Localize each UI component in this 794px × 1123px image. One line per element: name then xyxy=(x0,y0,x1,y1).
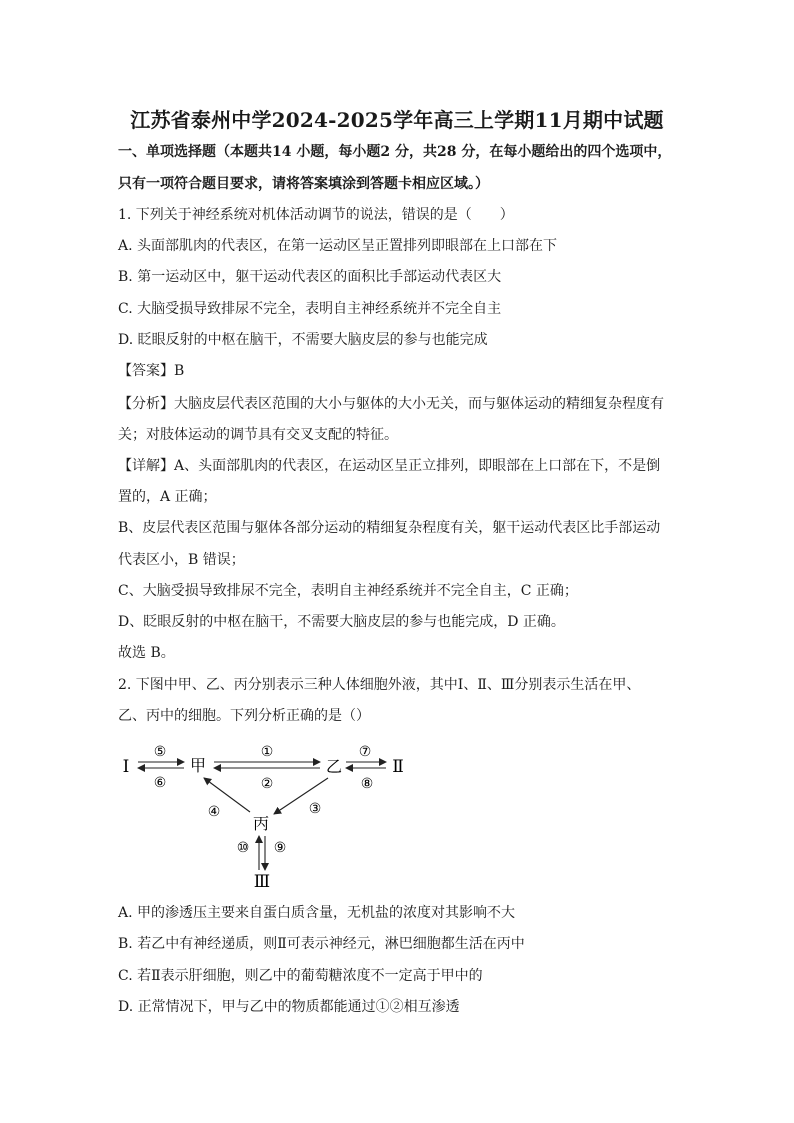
page-title: 江苏省泰州中学2024-2025学年高三上学期11月期中试题 xyxy=(130,108,664,132)
q2-option-c: C. 若Ⅱ表示肝细胞，则乙中的葡萄糖浓度不一定高于甲中的 xyxy=(118,968,483,984)
label-2: ② xyxy=(260,776,274,792)
q2-option-a: A. 甲的渗透压主要来自蛋白质含量，无机盐的浓度对其影响不大 xyxy=(118,905,516,921)
q1-stem: 1. 下列关于神经系统对机体活动调节的说法，错误的是（ ） xyxy=(118,207,514,223)
label-7: ⑦ xyxy=(358,744,372,760)
section-heading-line2: 只有一项符合题目要求，请将答案填涂到答题卡相应区域。） xyxy=(118,176,489,192)
node-yi: 乙 xyxy=(325,757,343,776)
q1-detail-line1: 【详解】A、头面部肌肉的代表区，在运动区呈正立排列，即眼部在上口部在下，不是倒 xyxy=(118,458,661,474)
label-4: ④ xyxy=(207,804,221,820)
q1-option-b: B. 第一运动区中，躯干运动代表区的面积比手部运动代表区大 xyxy=(118,269,502,285)
q1-option-c: C. 大脑受损导致排尿不完全，表明自主神经系统并不完全自主 xyxy=(118,301,502,317)
q1-analysis-line2: 关；对肢体运动的调节具有交叉支配的特征。 xyxy=(118,427,398,443)
q2-stem-line2: 乙、丙中的细胞。下列分析正确的是（） xyxy=(118,708,370,724)
label-5: ⑤ xyxy=(153,744,167,760)
node-bing: 丙 xyxy=(252,814,270,833)
node-jia: 甲 xyxy=(189,756,207,775)
section-heading-line1: 一、单项选择题（本题共14 小题，每小题2 分，共28 分，在每小题给出的四个选项中， xyxy=(118,144,672,160)
q1-option-a: A. 头面部肌肉的代表区，在第一运动区呈正置排列即眼部在上口部在下 xyxy=(118,238,558,254)
node-cell-ii: Ⅱ xyxy=(392,757,404,777)
node-cell-iii: Ⅲ xyxy=(253,872,271,892)
q1-detail-line3: B、皮层代表区范围与躯体各部分运动的精细复杂程度有关，躯干运动代表区比手部运动 xyxy=(118,520,661,536)
q1-option-d: D. 眨眼反射的中枢在脑干，不需要大脑皮层的参与也能完成 xyxy=(118,332,488,348)
q1-answer: 【答案】B xyxy=(118,363,185,379)
label-9: ⑨ xyxy=(273,840,287,856)
label-6: ⑥ xyxy=(153,775,167,791)
q1-detail-line5: C、大脑受损导致排尿不完全，表明自主神经系统并不完全自主，C 正确； xyxy=(118,583,578,599)
node-cell-i: Ⅰ xyxy=(122,757,130,777)
q1-detail-line4: 代表区小，B 错误； xyxy=(118,552,245,568)
label-8: ⑧ xyxy=(360,776,374,792)
q1-analysis-line1: 【分析】大脑皮层代表区范围的大小与躯体的大小无关，而与躯体运动的精细复杂程度有 xyxy=(118,396,664,412)
q2-option-b: B. 若乙中有神经递质，则Ⅱ可表示神经元，淋巴细胞都生活在丙中 xyxy=(118,936,525,952)
q2-stem-line1: 2. 下图中甲、乙、丙分别表示三种人体细胞外液，其中Ⅰ、Ⅱ、Ⅲ分别表示生活在甲、 xyxy=(118,677,641,693)
label-3: ③ xyxy=(308,801,322,817)
q1-detail-line6: D、眨眼反射的中枢在脑干，不需要大脑皮层的参与也能完成，D 正确。 xyxy=(118,614,565,630)
label-1: ① xyxy=(260,744,274,760)
q2-option-d: D. 正常情况下，甲与乙中的物质都能通过①②相互渗透 xyxy=(118,999,460,1015)
q1-detail-line7: 故选 B。 xyxy=(118,645,175,661)
q1-detail-line2: 置的，A 正确； xyxy=(118,489,217,505)
body-fluid-diagram xyxy=(110,734,420,894)
label-10: ⑩ xyxy=(236,840,250,856)
